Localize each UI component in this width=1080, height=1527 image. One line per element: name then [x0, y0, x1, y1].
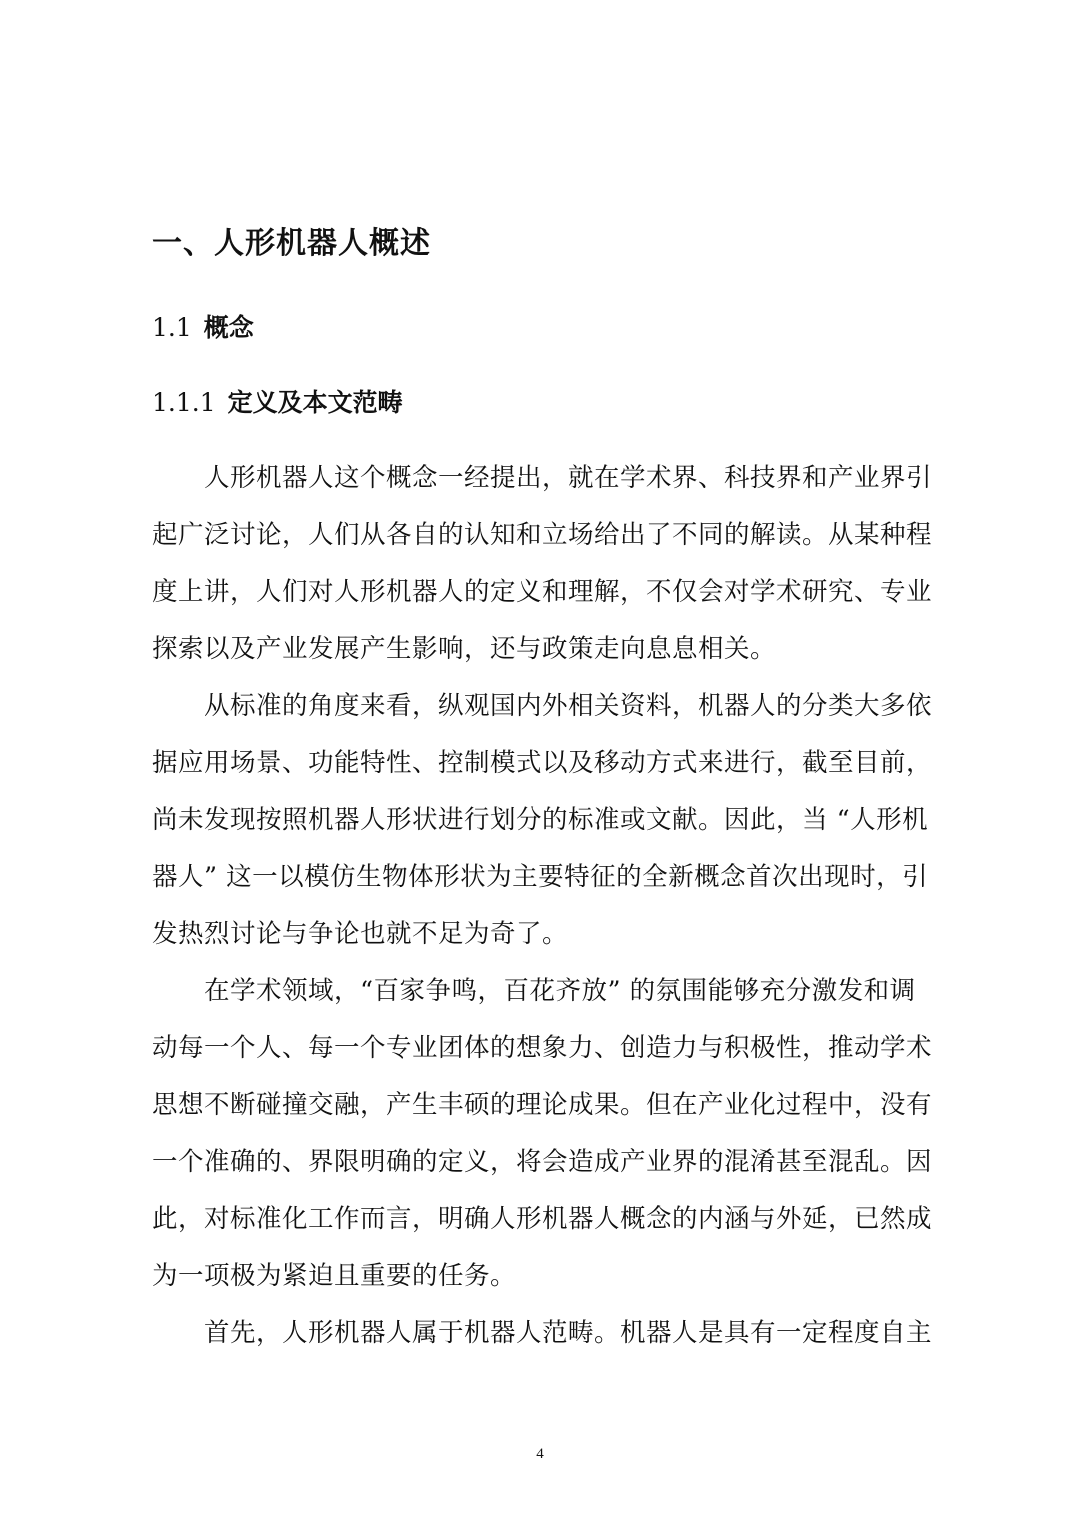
paragraph-1-line-2: 起广泛讨论，人们从各自的认知和立场给出了不同的解读。从某种程 [152, 520, 933, 550]
section-number: 1.1 [152, 313, 192, 342]
page-number: 4 [536, 1446, 544, 1462]
paragraph-2-line-3: 尚未发现按照机器人形状进行划分的标准或文献。因此，当 “人形机 [152, 805, 929, 835]
paragraph-3-line-4: 一个准确的、界限明确的定义，将会造成产业界的混淆甚至混乱。因 [152, 1147, 933, 1177]
paragraph-3-line-6: 为一项极为紧迫且重要的任务。 [152, 1261, 517, 1291]
paragraph-1-line-3: 度上讲，人们对人形机器人的定义和理解，不仅会对学术研究、专业 [152, 577, 933, 607]
subsection-title: 定义及本文范畴 [227, 388, 403, 417]
subsection-heading [152, 385, 403, 421]
paragraph-4-line-1: 首先，人形机器人属于机器人范畴。机器人是具有一定程度自主 [204, 1318, 933, 1348]
paragraph-2-line-4: 器人” 这一以模仿生物体形状为主要特征的全新概念首次出现时，引 [152, 862, 929, 892]
paragraph-3-line-1: 在学术领域，“百家争鸣，百花齐放” 的氛围能够充分激发和调 [204, 976, 916, 1006]
paragraph-2-line-2: 据应用场景、功能特性、控制模式以及移动方式来进行，截至目前， [152, 748, 933, 778]
paragraph-3-line-5: 此，对标准化工作而言，明确人形机器人概念的内涵与外延，已然成 [152, 1204, 933, 1234]
subsection-number: 1.1.1 [152, 388, 216, 417]
paragraph-3-line-3: 思想不断碰撞交融，产生丰硕的理论成果。但在产业化过程中，没有 [152, 1090, 933, 1120]
paragraph-1-line-4: 探索以及产业发展产生影响，还与政策走向息息相关。 [152, 634, 777, 664]
section-heading [152, 310, 254, 346]
paragraph-2-line-1: 从标准的角度来看，纵观国内外相关资料，机器人的分类大多依 [204, 691, 933, 721]
paragraph-3-line-2: 动每一个人、每一个专业团体的想象力、创造力与积极性，推动学术 [152, 1033, 933, 1063]
chapter-heading: 一、人形机器人概述 [152, 226, 431, 261]
paragraph-2-line-5: 发热烈讨论与争论也就不足为奇了。 [152, 919, 569, 949]
section-title: 概念 [203, 313, 254, 342]
paragraph-1-line-1: 人形机器人这个概念一经提出，就在学术界、科技界和产业界引 [204, 463, 933, 493]
